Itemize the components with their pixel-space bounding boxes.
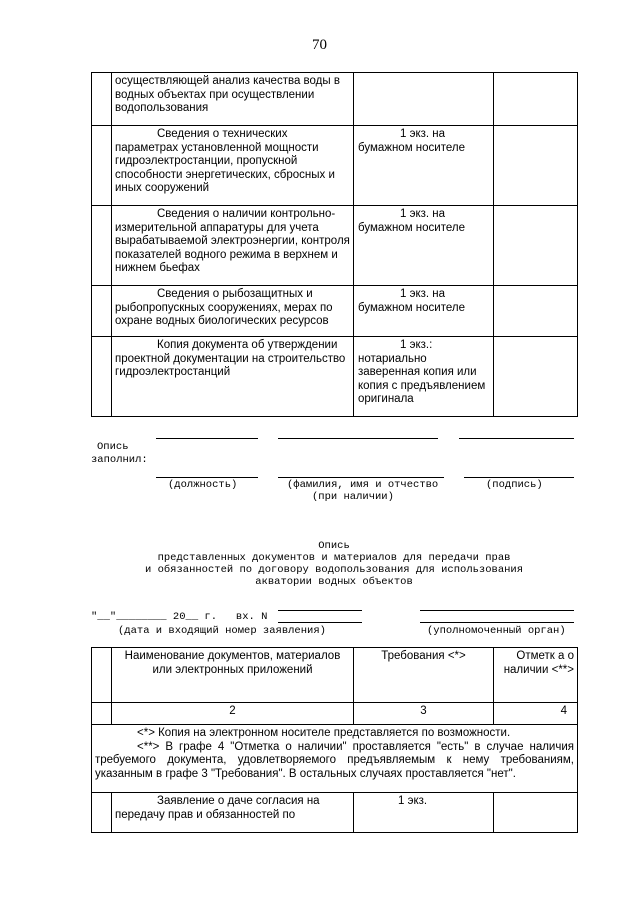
requirement-line: 1 экз. на — [400, 288, 446, 300]
document-name-cell: Заявление о даче согласия на передачу прав и обязанностей по — [112, 793, 354, 833]
caption-authority: (уполномоченный орган) — [427, 625, 566, 637]
name-blank-line — [278, 438, 438, 439]
note-presence-mark: <**> В графе 4 "Отметка о наличии" проставляется "есть" в случае наличия требуемого документа, удовлетворяемого предъявляемым к нему требованиям, указанным в графе 3 "Требования". В остальных случаях проставляется "нет". — [95, 740, 574, 780]
requirement-line: бумажном носителе — [358, 301, 465, 314]
notes-row — [92, 725, 578, 793]
header-document-name: Наименование документов, материалов или электронных приложений — [112, 648, 354, 703]
header-row — [92, 648, 578, 703]
number-cell — [92, 793, 112, 833]
presence-mark-cell — [494, 206, 578, 286]
number-cell — [92, 206, 112, 286]
presence-mark-cell — [494, 793, 578, 833]
presence-mark-cell — [494, 73, 578, 126]
requirement-cell — [354, 73, 494, 126]
column-number-cell: 4 — [494, 703, 578, 725]
requirement-line: бумажном носителе — [358, 221, 465, 234]
caption-date-number: (дата и входящий номер заявления) — [118, 625, 326, 637]
column-number-cell — [92, 703, 112, 725]
inventory-title-line: акватории водных объектов — [255, 576, 413, 588]
number-cell — [92, 286, 112, 337]
number-cell — [92, 73, 112, 126]
table-row — [92, 793, 578, 833]
requirement-cell — [354, 126, 494, 206]
caption-position: (должность) — [168, 479, 238, 491]
requirement-line: бумажном носителе — [358, 141, 465, 154]
column-number-cell: 2 — [112, 703, 354, 725]
document-name-cell: Сведения о наличии контрольно-измерительной аппаратуры для учета вырабатываемой электроэнергии, контроля показателей водного режима в верхнем и нижнем бьефах — [112, 206, 354, 286]
signature-underline — [464, 477, 574, 478]
requirement-cell — [354, 286, 494, 337]
caption-signature: (подпись) — [486, 479, 543, 491]
requirement-cell: 1 экз. — [354, 793, 494, 833]
presence-mark-cell — [494, 337, 578, 417]
authority-line-upper — [420, 610, 574, 611]
document-name-cell: осуществляющей анализ качества воды в водных объектах при осуществлении водопользования — [112, 73, 354, 126]
requirement-line: 1 экз. на — [400, 128, 446, 140]
column-numbers-row — [92, 703, 578, 725]
number-header-cell — [92, 648, 112, 703]
table-row — [92, 126, 578, 206]
table-row — [92, 206, 578, 286]
position-blank-line — [156, 438, 258, 439]
requirement-cell — [354, 337, 494, 417]
caption-if-any: (при наличии) — [312, 491, 394, 503]
number-cell — [92, 337, 112, 417]
document-name-cell: Сведения о технических параметрах установленной мощности гидроэлектростанции, пропускной способности энергетических, сбросных и иных сооружений — [112, 126, 354, 206]
position-underline — [156, 477, 258, 478]
table-row — [92, 337, 578, 417]
signature-blank-line — [459, 438, 574, 439]
documents-table — [91, 72, 578, 417]
inventory-title-line: представленных документов и материалов для передачи прав — [157, 552, 511, 564]
incoming-number-line-upper — [278, 610, 362, 611]
page-number: 70 — [312, 37, 327, 53]
notes-cell — [92, 725, 578, 793]
date-number-line: "__"________ 20__ г. вх. N — [91, 611, 268, 623]
requirement-line: нотариально заверенная копия или копия с предъявлением оригинала — [358, 352, 486, 405]
document-name-cell: Копия документа об утверждении проектной документации на строительство гидроэлектростанций — [112, 337, 354, 417]
authority-line-lower — [420, 622, 574, 623]
incoming-number-line-lower — [278, 622, 362, 623]
column-number-cell: 3 — [354, 703, 494, 725]
number-cell — [92, 126, 112, 206]
presence-mark-cell — [494, 126, 578, 206]
table-row — [92, 286, 578, 337]
requirement-cell — [354, 206, 494, 286]
name-underline — [278, 477, 444, 478]
presence-mark-cell — [494, 286, 578, 337]
requirement-line: 1 экз. на — [400, 208, 446, 220]
inventory-table — [91, 647, 578, 833]
table-row — [92, 73, 578, 126]
note-paper-copy: <*> Копия на электронном носителе представляется по возможности. — [137, 727, 511, 739]
inventory-title-line: Опись — [318, 540, 350, 552]
caption-full-name: (фамилия, имя и отчество — [287, 479, 439, 491]
requirement-line: 1 экз.: — [400, 339, 433, 351]
document-name-cell: Сведения о рыбозащитных и рыбопропускных сооружениях, мерах по охране водных биологических ресурсов — [112, 286, 354, 337]
header-requirements: Требования <*> — [354, 648, 494, 703]
signature-label-line1: Опись — [97, 441, 129, 453]
inventory-title — [91, 540, 577, 588]
header-presence-mark: Отметк а о наличии <**> — [494, 648, 578, 703]
signature-label-line2: заполнил: — [91, 454, 148, 466]
inventory-title-line: и обязанностей по договору водопользования для использования — [144, 564, 524, 576]
